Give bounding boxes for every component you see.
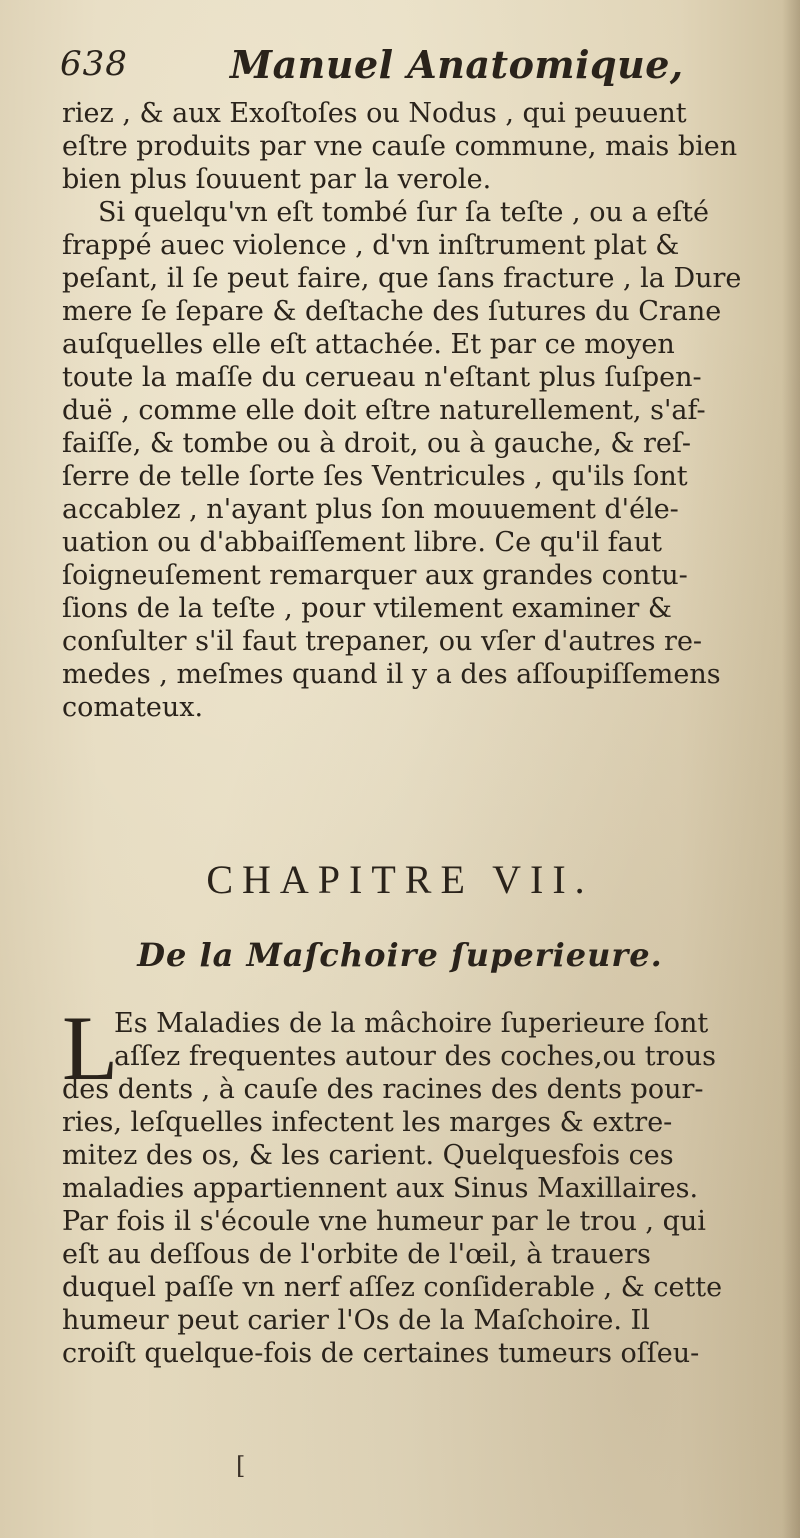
text-line: uation ou d'abbaiſſement libre. Ce qu'il faut xyxy=(62,527,662,558)
text-line: medes , meſmes quand il y a des aſſoupiſſemens xyxy=(62,659,721,690)
text-line: mere ſe ſepare & deſtache des ſutures du Crane xyxy=(62,296,722,327)
text-line: des dents , à cauſe des racines des dents pour- xyxy=(62,1074,704,1105)
catchword-mark: [ xyxy=(236,1452,246,1480)
text-line: duquel paſſe vn nerf aſſez conſiderable , & cette xyxy=(62,1272,723,1303)
page-number: 638 xyxy=(60,44,128,84)
text-line: toute la maſſe du cerueau n'eſtant plus ſuſpen- xyxy=(62,362,702,393)
page-header xyxy=(60,40,750,100)
text-line: faiſſe, & tombe ou à droit, ou à gauche, & reſ- xyxy=(62,428,691,459)
running-title: Manuel Anatomique, xyxy=(230,42,684,87)
text-line: bien plus ſouuent par la verole. xyxy=(62,164,492,195)
text-line: eſt au deſſous de l'orbite de l'œil, à trauers xyxy=(62,1239,651,1270)
text-line: frappé auec violence , d'vn inſtrument plat & xyxy=(62,230,680,261)
text-line: ſions de la teſte , pour vtilement examiner & xyxy=(62,593,672,624)
text-line: croiſt quelque-fois de certaines tumeurs oſſeu- xyxy=(62,1338,700,1369)
text-line: mitez des os, & les carient. Quelquesfois ces xyxy=(62,1140,674,1171)
text-line: Par fois il s'écoule vne humeur par le trou , qui xyxy=(62,1206,706,1237)
page-edge-shadow xyxy=(782,0,800,1538)
chapter-heading: CHAPITRE VII. xyxy=(206,857,594,902)
drop-cap: L xyxy=(62,997,119,1099)
text-line: riez , & aux Exoſtoſes ou Nodus , qui peuuent xyxy=(62,98,687,129)
text-line: accablez , n'ayant plus ſon mouuement d'éle- xyxy=(62,494,679,525)
text-line: auſquelles elle eſt attachée. Et par ce moyen xyxy=(62,329,675,360)
text-line: humeur peut carier l'Os de la Maſchoire. Il xyxy=(62,1305,650,1336)
paragraph-continuation xyxy=(62,97,742,724)
text-line: aſſez frequentes autour des coches,ou trous xyxy=(114,1041,717,1072)
text-line: maladies appartiennent aux Sinus Maxillaires. xyxy=(62,1173,699,1204)
text-line: eſtre produits par vne cauſe commune, mais bien xyxy=(62,131,738,162)
text-line: Es Maladies de la mâchoire ſuperieure ſont xyxy=(114,1008,709,1039)
chapter-subtitle: De la Maſchoire ſuperieure. xyxy=(137,936,663,974)
chapter-paragraph xyxy=(62,997,742,1370)
text-line: ſoigneuſement remarquer aux grandes contu- xyxy=(62,560,688,591)
text-line: Si quelqu'vn eſt tombé ſur ſa teſte , ou a eſté xyxy=(98,197,709,228)
text-line: duë , comme elle doit eſtre naturellement, s'af- xyxy=(62,395,706,426)
text-line: conſulter s'il faut trepaner, ou vſer d'autres re- xyxy=(62,626,703,657)
text-line: peſant, il ſe peut faire, que ſans fracture , la Dure xyxy=(62,263,742,294)
text-line: ries, leſquelles infectent les marges & extre- xyxy=(62,1107,673,1138)
text-line: comateux. xyxy=(62,692,204,723)
text-line: ſerre de telle ſorte ſes Ventricules , qu'ils ſont xyxy=(62,461,688,492)
